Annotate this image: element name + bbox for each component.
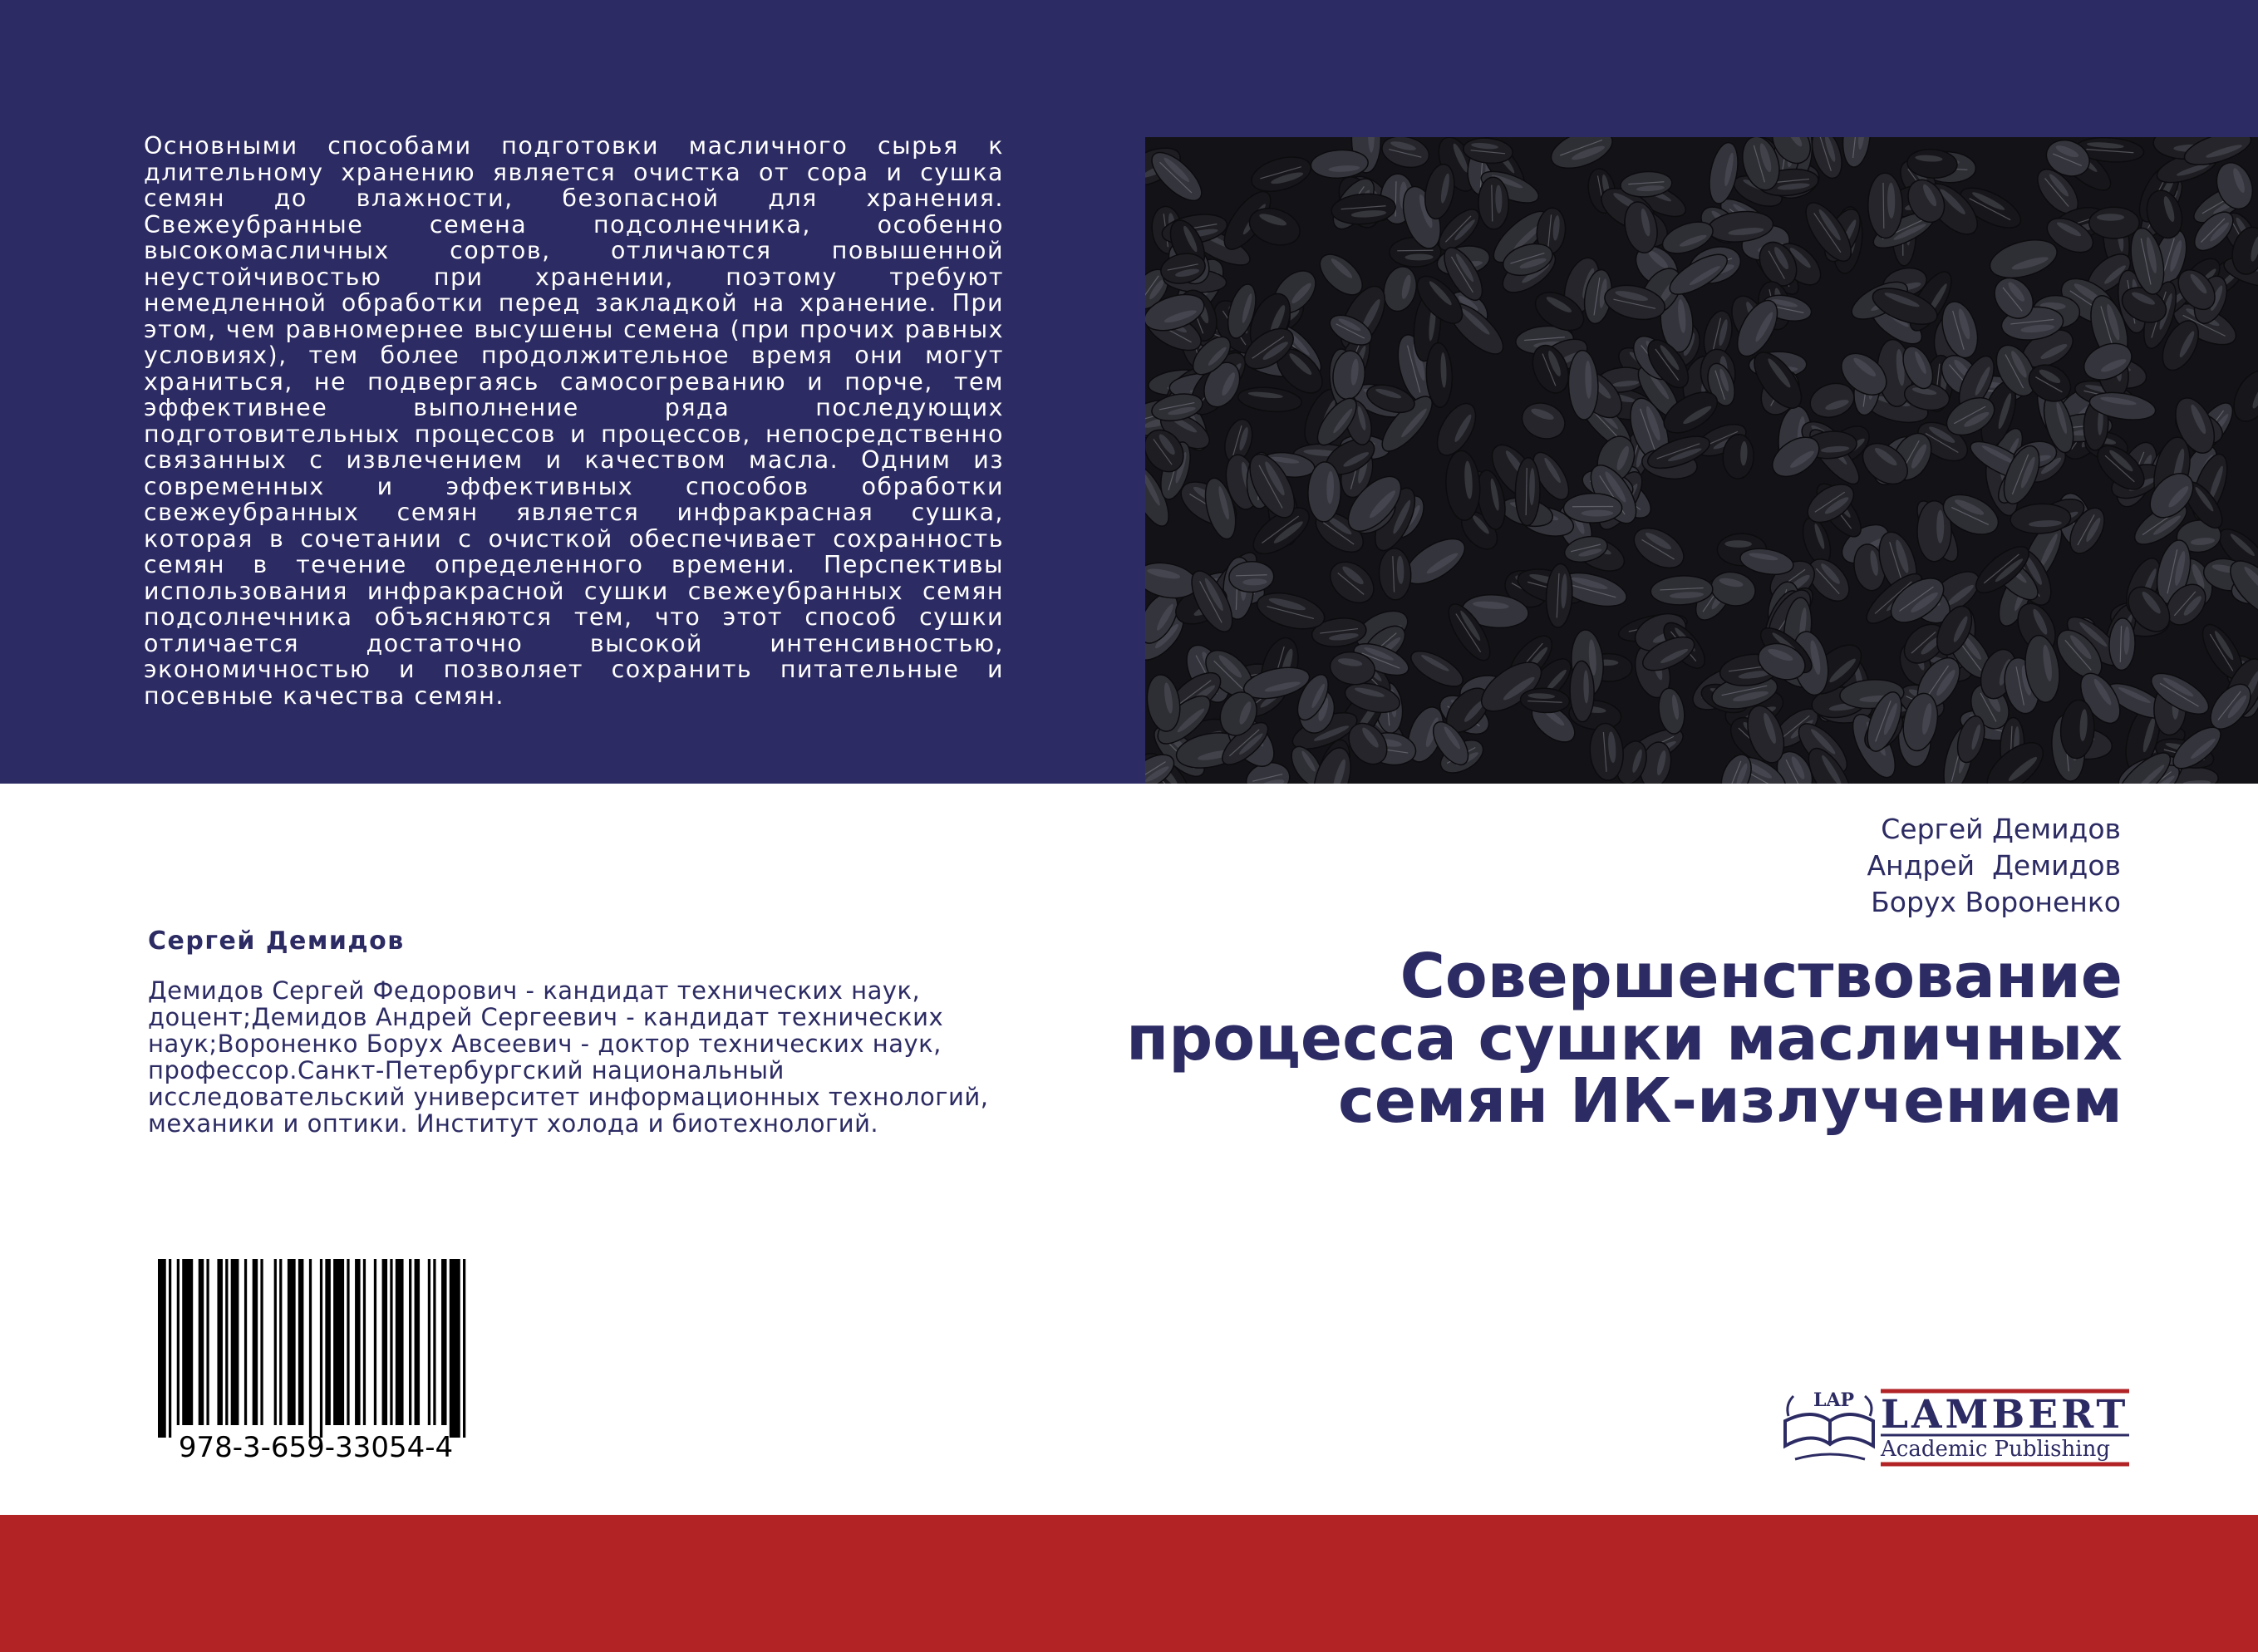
barcode-bar — [320, 1259, 322, 1438]
seed — [1228, 561, 1274, 592]
barcode-bar — [450, 1259, 460, 1438]
barcode-bar — [409, 1259, 411, 1425]
barcode-bar — [182, 1259, 193, 1425]
barcode-bar — [177, 1259, 180, 1425]
barcode-bar — [433, 1259, 435, 1425]
barcode-bar — [217, 1259, 223, 1425]
barcode-bar — [260, 1259, 263, 1425]
seed — [1444, 450, 1482, 521]
barcode-bar — [325, 1259, 331, 1425]
barcode-bar — [288, 1259, 296, 1425]
barcode-bar — [347, 1259, 349, 1425]
barcode-bar — [333, 1259, 344, 1425]
seed — [1627, 520, 1690, 576]
seed — [1867, 173, 1902, 238]
barcode-bar — [428, 1259, 430, 1425]
seed — [1840, 137, 1873, 169]
seed — [1985, 234, 2061, 285]
isbn-number: 978-3-659-33054-4 — [178, 1431, 454, 1464]
seed — [1546, 137, 1617, 175]
barcode-bar — [396, 1259, 404, 1425]
seed — [2089, 207, 2139, 238]
seed — [1247, 151, 1315, 198]
book-title: Совершенствование процесса сушки масличных семян ИК-излучением — [1126, 941, 2123, 1137]
barcode-bar — [279, 1259, 282, 1425]
barcode-bar — [463, 1259, 465, 1438]
barcode-bar — [231, 1259, 239, 1425]
back-cover-blurb: Основными способами подготовки масличного сырья к длительному хранению является очистка от сора и сушка семян до влажности, безопасной для хранения. Свежеубранные семена подсолнечника, особенно высокомасличных сортов, отличаются повышенной неустойчивостью при хранении, поэтому требуют немедленной обработки перед закладкой на хранение. При этом, чем равномернее высушены семена (при прочих равных условиях), тем более продолжительное время они могут храниться, не подвергаясь самосогреванию и порче, тем эффективнее выполнение ряда последующих подготовительных процессов и процессов, непосредственно связанных с извлечением и качеством масла. Одним из современных и эффективных способов обработки свежеубранных семян является инфракрасная сушка, которая в сочетании с очисткой обеспечивает сохранность семян в течение определенного времени. Перспективы использования инфракрасной сушки свежеубранных семян подсолнечника объясняются тем, что этот способ сушки отличается достаточно высокой интенсивностью, экономичностью и позволяет сохранить питательные и посевные качества семян. — [144, 132, 1004, 710]
seed — [1567, 350, 1599, 420]
barcode-bar — [415, 1259, 421, 1425]
barcode-bar — [169, 1259, 171, 1438]
publisher-name: LAMBERT — [1881, 1392, 2129, 1438]
seed — [1570, 661, 1595, 722]
barcode-bar — [225, 1259, 228, 1425]
seed — [1705, 140, 1742, 206]
seed — [1379, 137, 1432, 172]
publisher-subtitle: Academic Publishing — [1881, 1437, 2110, 1462]
seed — [1588, 722, 1626, 781]
barcode-bar — [206, 1259, 209, 1425]
sunflower-seeds-photo — [1145, 137, 2258, 784]
seed — [1378, 548, 1412, 600]
barcode-bar — [355, 1259, 361, 1425]
seed — [1322, 553, 1381, 611]
barcode-bar — [199, 1259, 204, 1425]
seed — [1478, 177, 1509, 229]
seed — [1406, 644, 1468, 693]
barcode-bar — [382, 1259, 388, 1425]
barcode-bar — [363, 1259, 366, 1425]
barcode-bar — [253, 1259, 258, 1425]
red-bottom-band — [0, 1515, 2258, 1652]
barcode-bar — [158, 1259, 166, 1438]
author-2: Андрей Демидов — [1867, 849, 2121, 882]
bio-author-name: Сергей Демидов — [148, 927, 405, 956]
author-list — [1867, 811, 2121, 921]
bio-text: Демидов Сергей Федорович - кандидат технических наук, доцент;Демидов Андрей Сергеевич - кандидат технических наук;Вороненко Борух Авсеевич - доктор технических наук, профессор.Санкт-Петербургский национальный исследовательский университет информационных технологий, механики и оптики. Институт холода и биотехнологий. — [148, 976, 989, 1138]
emblem-lettering: LAP — [1813, 1389, 1855, 1411]
author-3: Борух Вороненко — [1871, 886, 2121, 918]
seed — [1563, 494, 1621, 524]
seed — [1520, 687, 1570, 714]
barcode-bar — [298, 1259, 304, 1425]
seeds-image — [1145, 137, 2258, 784]
barcode-bar — [374, 1259, 376, 1425]
seed — [1517, 397, 1570, 445]
barcode-bar — [274, 1259, 277, 1425]
barcode-bar — [441, 1259, 447, 1425]
seed — [1380, 263, 1421, 315]
seed — [1237, 385, 1303, 415]
author-1: Сергей Демидов — [1881, 813, 2121, 845]
barcode-bar — [309, 1259, 312, 1438]
barcode-bar — [244, 1259, 247, 1425]
barcode-bar — [390, 1259, 392, 1425]
seed — [1310, 149, 1369, 180]
